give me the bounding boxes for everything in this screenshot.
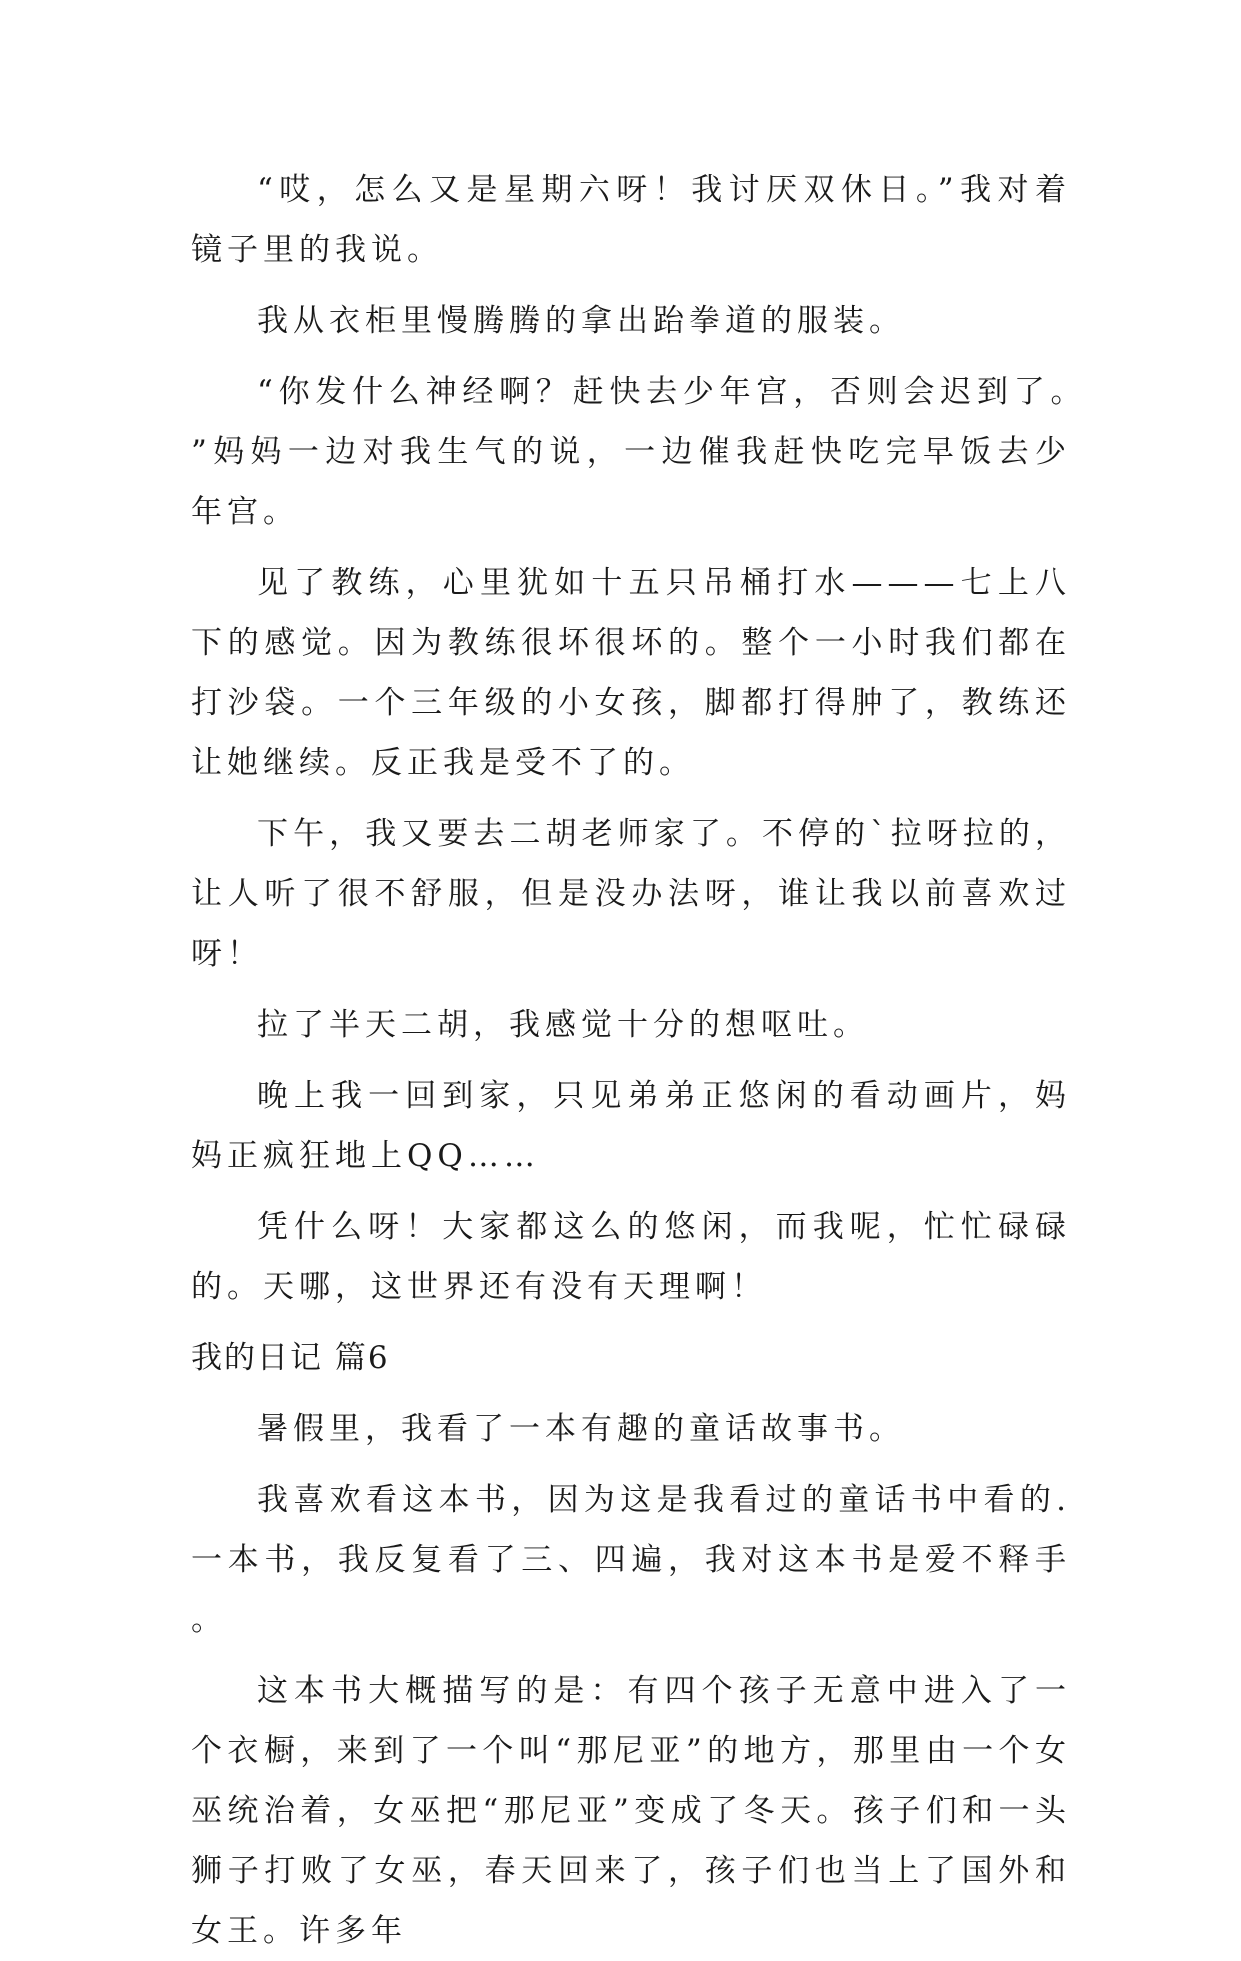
paragraph: 这本书大概描写的是：有四个孩子无意中进入了一个衣橱，来到了一个叫“那尼亚”的地方，那里由一个女巫统治着，女巫把“那尼亚”变成了冬天。孩子们和一头狮子打败了女巫，春天回来了，孩子们也当上了国外和女王。许多年 [191,1673,1071,1949]
paragraph: 下午，我又要去二胡老师家了。不停的`拉呀拉的，让人听了很不舒服，但是没办法呀，谁让我以前喜欢过呀！ [191,816,1071,972]
section-heading: 我的日记 篇6 [191,1340,390,1376]
paragraph: “你发什么神经啊？赶快去少年宫，否则会迟到了。”妈妈一边对我生气的说，一边催我赶快吃完早饭去少年宫。 [191,374,1071,530]
paragraph: 我从衣柜里慢腾腾的拿出跆拳道的服装。 [257,303,905,339]
paragraph: 见了教练，心里犹如十五只吊桶打水———七上八下的感觉。因为教练很坏很坏的。整个一小时我们都在打沙袋。一个三年级的小女孩，脚都打得肿了，教练还让她继续。反正我是受不了的。 [191,565,1071,781]
paragraph: 晚上我一回到家，只见弟弟正悠闲的看动画片，妈妈正疯狂地上QQ…… [191,1078,1071,1174]
paragraph: 我喜欢看这本书，因为这是我看过的童话书中看的.一本书，我反复看了三、四遍，我对这本书是爱不释手。 [191,1482,1071,1638]
paragraph: 拉了半天二胡，我感觉十分的想呕吐。 [257,1007,869,1043]
paragraph: “哎，怎么又是星期六呀！我讨厌双休日。”我对着镜子里的我说。 [191,172,1071,268]
document-body [191,160,1071,1961]
paragraph: 暑假里，我看了一本有趣的童话故事书。 [257,1411,905,1447]
paragraph: 凭什么呀！大家都这么的悠闲，而我呢，忙忙碌碌的。天哪，这世界还有没有天理啊！ [191,1209,1071,1305]
